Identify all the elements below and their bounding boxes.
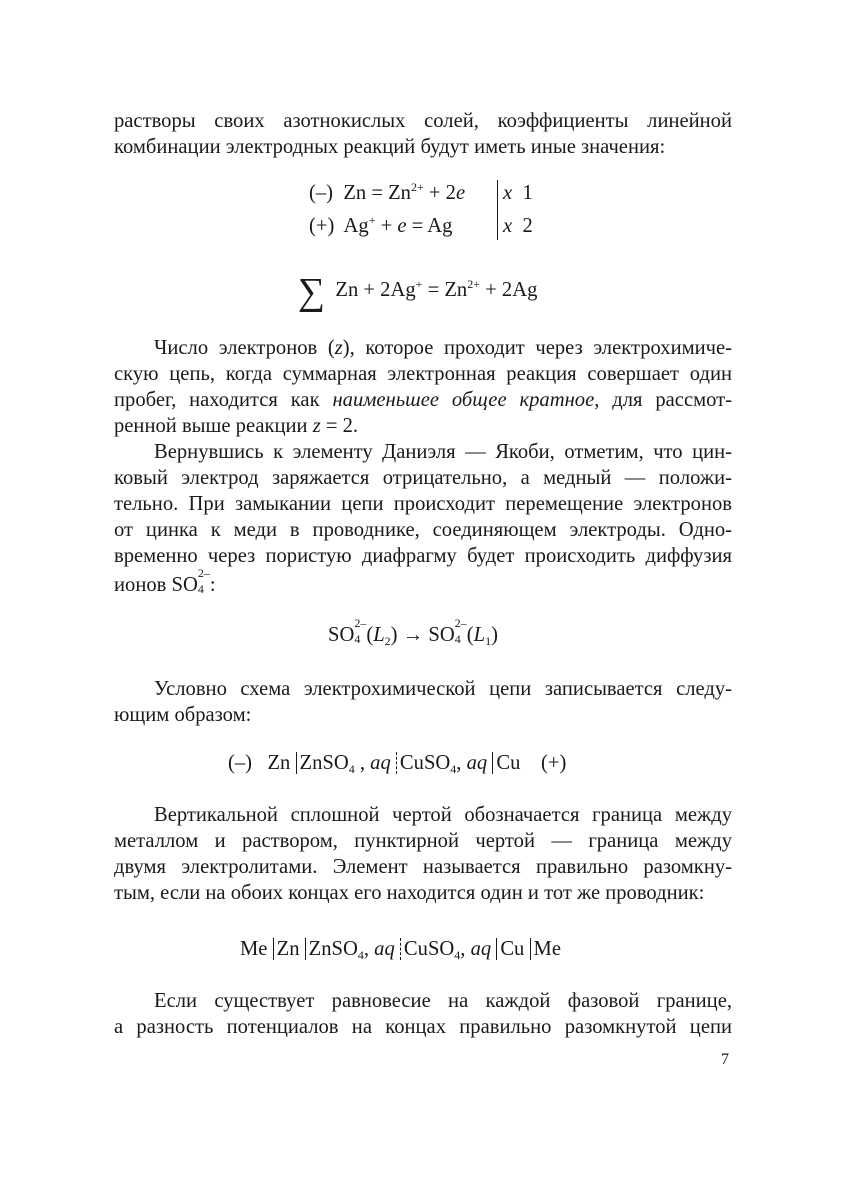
eq-text: Zn = Zn [343, 182, 411, 204]
eq-text: Ag [343, 215, 369, 237]
text-span: Число электронов ( [154, 337, 335, 359]
text-span: : [209, 574, 216, 596]
text-line: Условно схема электрохимической цепи записывается следу- [154, 678, 732, 700]
text-line: а разность потенциалов на концах правильно разомкнутой цепи [114, 1016, 732, 1038]
eq-text: ( [366, 624, 374, 646]
eq-text: , [363, 938, 375, 960]
text-line: комбинации электродных реакций будут иметь иные значения: [114, 136, 666, 158]
text-line: растворы своих азотнокислых солей, коэффициенты линейной [114, 110, 732, 132]
eq-electron: e [397, 215, 407, 237]
eq-sign: (+) [540, 752, 567, 774]
eq-text: ( [466, 624, 474, 646]
text-line [114, 566, 732, 598]
paragraph-electrons [114, 335, 732, 439]
equation-ag-reduction [309, 213, 452, 239]
ion-subscript: 4 [454, 632, 461, 646]
eq-text: + 2Ag [480, 279, 538, 301]
equation-cell [228, 750, 566, 776]
eq-text: + 2 [423, 182, 456, 204]
var-L: L [373, 624, 385, 646]
ion-subscript: 4 [197, 582, 204, 596]
eq-text: SO [328, 624, 355, 646]
text-line: металлом и раствором, пунктирной чертой — граница между [114, 830, 732, 852]
eq-sub: 2 [384, 634, 391, 648]
eq-text: Me [533, 938, 561, 960]
eq-sub: 4 [357, 948, 364, 962]
text-span: , для рассмот- [594, 389, 732, 411]
eq-sign: (–) [228, 752, 253, 774]
eq-sup: + [368, 213, 376, 227]
arrow: → [397, 624, 429, 646]
text-line: Вертикальной сплошной чертой обозначается граница между [154, 804, 732, 826]
ion-subscript: 4 [354, 632, 361, 646]
text-line [114, 387, 732, 413]
text-span: ренной выше реакции [114, 415, 313, 437]
eq-aq: aq [466, 752, 488, 774]
eq-text: Cu [496, 752, 521, 774]
text-line: Вернувшись к элементу Даниэля — Якоби, отметим, что цин- [154, 441, 732, 463]
eq-sub: 4 [348, 762, 355, 776]
eq-sign: (+) [309, 215, 335, 237]
eq-text: Cu [500, 938, 525, 960]
text-line: Если существует равновесие на каждой фазовой границе, [154, 990, 732, 1012]
eq-sign: (–) [309, 182, 334, 204]
phase-boundary [530, 938, 561, 960]
text-line: скую цепь, когда суммарная электронная реакция совершает один [114, 363, 732, 385]
eq-aq: aq [470, 938, 492, 960]
eq-electron: e [455, 182, 466, 204]
equation-zn-oxidation [309, 180, 465, 206]
eq-text: ZnSO [299, 752, 349, 774]
eq-text: SO [428, 624, 455, 646]
paragraph-scheme [114, 676, 732, 728]
phase-boundary [296, 752, 391, 774]
multiplier-1 [503, 180, 533, 206]
equation-diffusion [328, 616, 498, 648]
text-line: ющим образом: [114, 704, 252, 726]
mult-coef: 2 [522, 215, 533, 237]
var-z: z [312, 415, 321, 437]
multiplier-2 [503, 213, 533, 239]
eq-text: ZnSO [308, 938, 358, 960]
equation-open-cell [240, 936, 561, 962]
eq-text: = Zn [422, 279, 468, 301]
var-L: L [473, 624, 486, 646]
text-line: от цинка к меди в проводнике, соединяющем электроды. Одно- [114, 519, 732, 541]
text-line [114, 335, 732, 361]
eq-sup: 2+ [410, 180, 424, 194]
text-span: ионов SO [114, 574, 198, 596]
liquid-junction [400, 938, 491, 960]
eq-sub: 4 [450, 762, 457, 776]
ion-charge: 2– [354, 616, 367, 630]
eq-aq: aq [370, 752, 391, 774]
mult-coef: 1 [522, 182, 533, 204]
eq-text: Me [240, 938, 268, 960]
eq-text: ) [390, 624, 398, 646]
eq-aq: aq [374, 938, 395, 960]
equation-sum [298, 271, 538, 313]
eq-text: Zn + 2Ag [335, 279, 416, 301]
mult-x: x [503, 182, 513, 204]
text-line: временно через пористую диафрагму будет происходить диффузия [114, 545, 732, 567]
eq-sup: + [415, 277, 423, 291]
paragraph-notation [114, 802, 732, 906]
eq-sub: 4 [454, 948, 461, 962]
text-line: ковый электрод заряжается отрицательно, а медный — положи- [114, 467, 732, 489]
page-number: 7 [721, 1051, 729, 1068]
liquid-junction [396, 752, 487, 774]
text-line: тым, если на обоих концах его находится один и тот же проводник: [114, 882, 705, 904]
text-span: пробег, находится как [114, 389, 333, 411]
eq-text: = Ag [406, 215, 453, 237]
multiplier-bar [497, 180, 498, 240]
eq-text: , [456, 752, 467, 774]
sigma-icon: ∑ [298, 271, 326, 313]
var-z: z [334, 337, 343, 359]
mult-x: x [503, 215, 513, 237]
eq-text: Zn [276, 938, 300, 960]
phase-boundary [496, 938, 524, 960]
term-italic: наименьшее общее кратное [332, 389, 595, 411]
text-span: = 2. [320, 415, 359, 437]
phase-boundary [305, 938, 395, 960]
ion-charge: 2– [454, 616, 467, 630]
paragraph-equilibrium [114, 988, 732, 1040]
phase-boundary [273, 938, 300, 960]
text-line [114, 413, 732, 439]
ion-charge: 2– [197, 566, 210, 580]
text-line: двумя электролитами. Элемент называется правильно разомкну- [114, 856, 732, 878]
eq-text: + [375, 215, 398, 237]
eq-text: , [354, 752, 371, 774]
text-line: тельно. При замыкании цепи происходит перемещение электронов [114, 493, 732, 515]
eq-sup: 2+ [467, 277, 481, 291]
eq-text: ) [491, 624, 498, 646]
eq-text: CuSO [399, 752, 451, 774]
eq-sub: 1 [485, 634, 492, 648]
eq-text: Zn [267, 752, 291, 774]
paragraph-intro [114, 108, 732, 160]
text-span: ), которое проходит через электрохимиче- [342, 337, 732, 359]
paragraph-daniell [114, 439, 732, 598]
eq-text: , [460, 938, 471, 960]
phase-boundary [492, 752, 520, 774]
eq-text: CuSO [403, 938, 455, 960]
